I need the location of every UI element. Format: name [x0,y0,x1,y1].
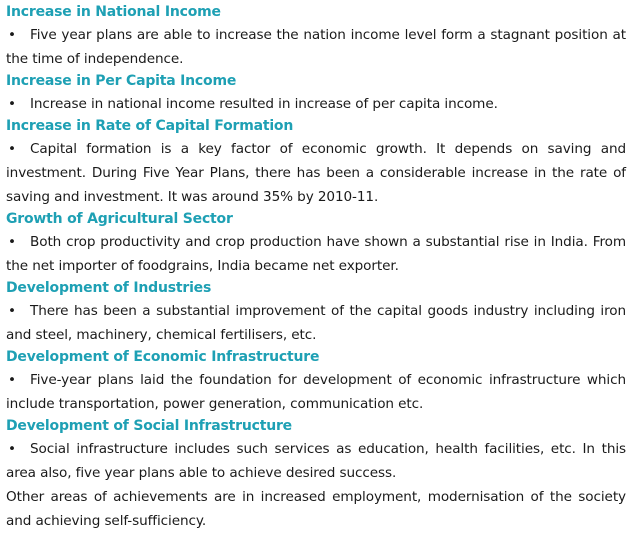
section-national-income [6,2,626,71]
section-heading: Development of Industries [6,280,212,296]
bullet-icon: • [8,96,16,112]
bullet-icon: • [8,234,16,250]
bullet-icon: • [8,372,16,388]
closing-paragraph: Other areas of achievements are in increased employment, modernisation of the society and achieving self-sufficiency. [6,489,626,529]
section-per-capita-income [6,71,626,116]
bullet-icon: • [8,303,16,319]
bullet-icon: • [8,441,16,457]
section-social-infrastructure [6,416,626,485]
section-paragraph [6,368,626,416]
bullet-icon: • [8,27,16,43]
bullet-icon: • [8,141,16,157]
section-paragraph [6,23,626,71]
document-body [6,2,626,533]
section-paragraph [6,137,626,209]
section-heading: Development of Social Infrastructure [6,418,292,434]
section-capital-formation [6,116,626,209]
section-paragraph [6,299,626,347]
section-paragraph [6,92,626,116]
section-text: There has been a substantial improvement of the capital goods industry including iron and steel, machinery, chemical fertilisers, etc. [6,303,626,343]
section-text: Social infrastructure includes such services as education, health facilities, etc. In this area also, five year plans able to achieve desired success. [6,441,626,481]
section-paragraph [6,437,626,485]
section-text: Five year plans are able to increase the nation income level form a stagnant position at the time of independence. [6,27,626,67]
section-industries [6,278,626,347]
section-text: Five-year plans laid the foundation for development of economic infrastructure which include transportation, power generation, communication etc. [6,372,626,412]
section-heading: Increase in National Income [6,4,221,20]
section-economic-infrastructure [6,347,626,416]
section-heading: Development of Economic Infrastructure [6,349,320,365]
section-paragraph [6,230,626,278]
section-heading: Increase in Rate of Capital Formation [6,118,294,134]
section-heading: Growth of Agricultural Sector [6,211,233,227]
section-text: Both crop productivity and crop production have shown a substantial rise in India. From the net importer of foodgrains, India became net exporter. [6,234,626,274]
section-text: Increase in national income resulted in increase of per capita income. [30,96,498,112]
section-heading: Increase in Per Capita Income [6,73,237,89]
section-text: Capital formation is a key factor of economic growth. It depends on saving and investment. During Five Year Plans, there has been a considerable increase in the rate of saving and investment. It was around 35% by 2010-11. [6,141,626,205]
section-agricultural-sector [6,209,626,278]
